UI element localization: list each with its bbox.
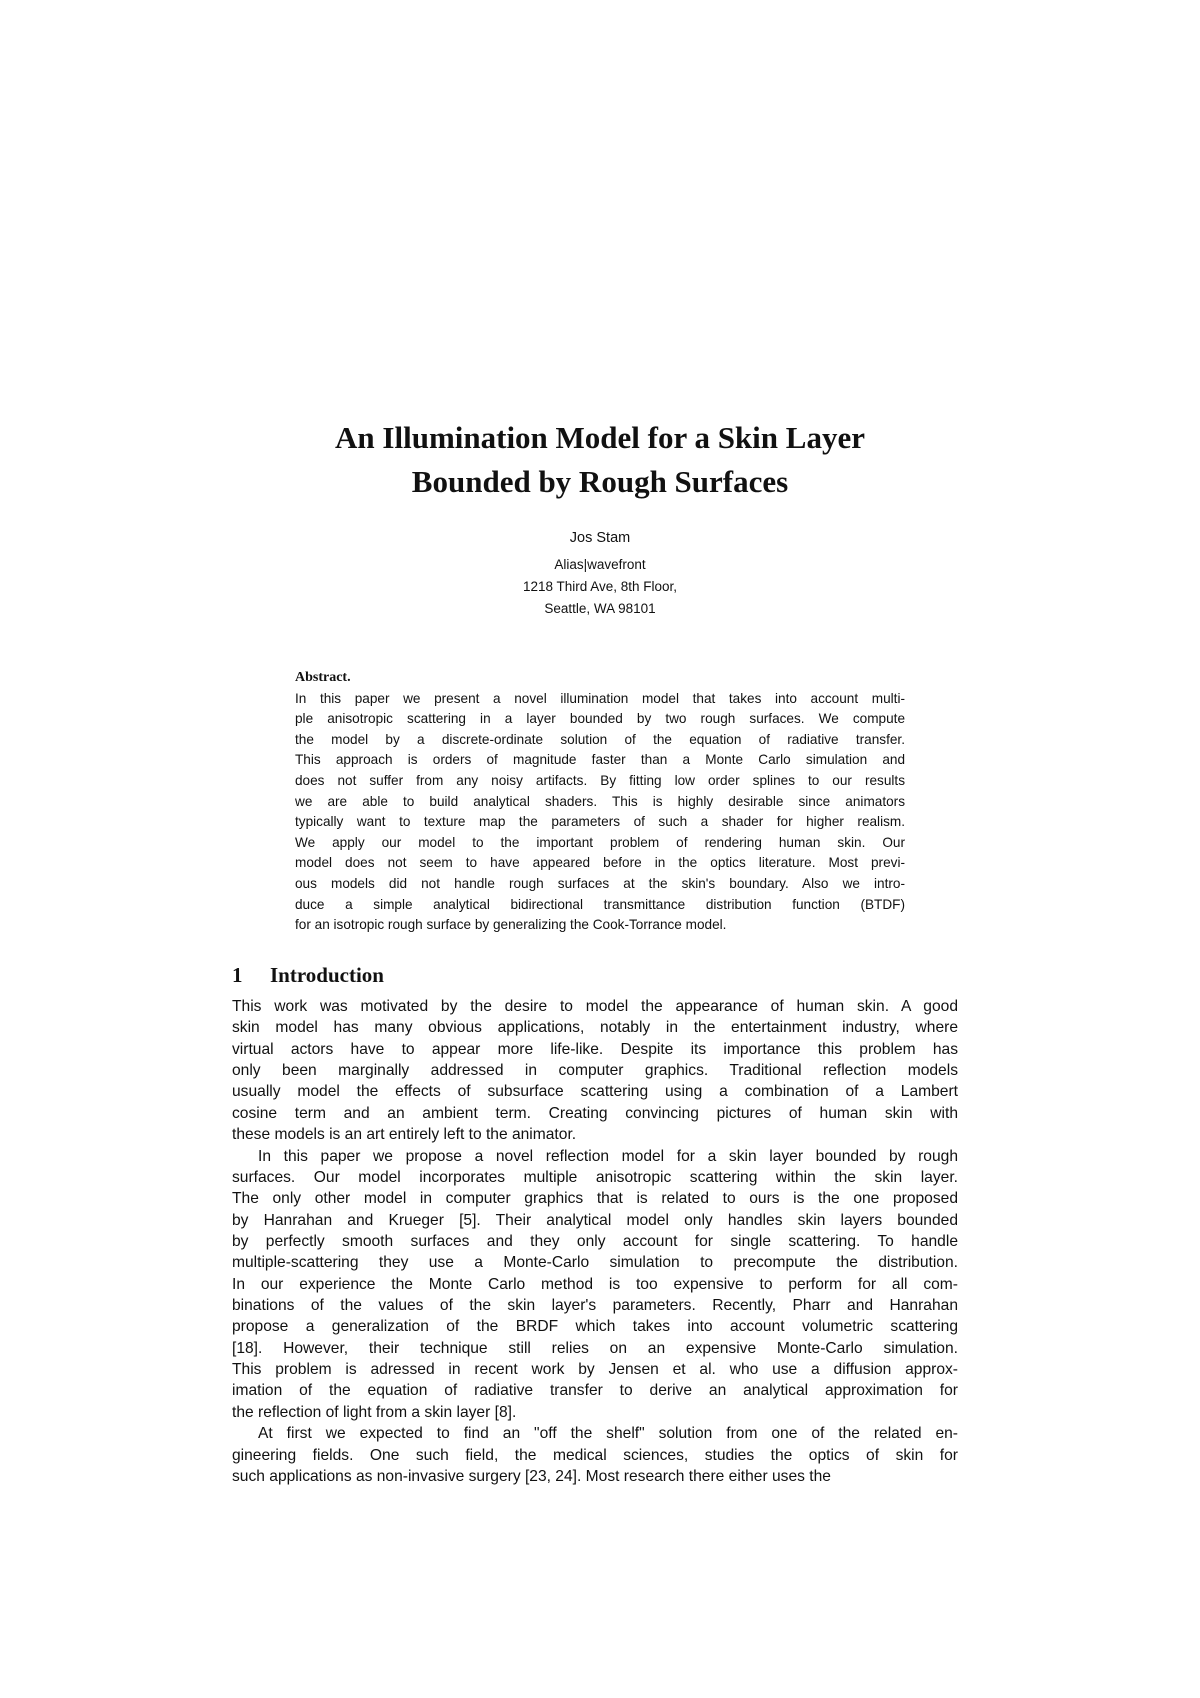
text-line: We apply our model to the important problem of rendering human skin. Our <box>295 834 905 850</box>
text-line: the reflection of light from a skin layer [8]. <box>232 1403 517 1421</box>
text-line: we are able to build analytical shaders. This is highly desirable since animators <box>295 793 905 809</box>
text-line: these models is an art entirely left to the animator. <box>232 1126 577 1144</box>
text-line: the model by a discrete-ordinate solution of the equation of radiative transfer. <box>295 731 905 747</box>
abstract-heading: Abstract. <box>295 670 351 685</box>
text-line: cosine term and an ambient term. Creating convincing pictures of human skin with <box>232 1104 958 1122</box>
text-line: [18]. However, their technique still relies on an expensive Monte-Carlo simulation. <box>232 1339 958 1357</box>
affiliation-line: Seattle, WA 98101 <box>544 601 656 616</box>
text-line: In our experience the Monte Carlo method is too expensive to perform for all com- <box>232 1275 958 1293</box>
text-line: ous models did not handle rough surfaces at the skin's boundary. Also we intro- <box>295 875 905 891</box>
introduction-body <box>232 996 958 1487</box>
text-line: typically want to texture map the parameters of such a shader for higher realism. <box>295 814 905 830</box>
text-line: duce a simple analytical bidirectional transmittance distribution function (BTDF) <box>295 896 905 912</box>
text-line: gineering fields. One such field, the medical sciences, studies the optics of skin for <box>232 1446 958 1464</box>
text-line: surfaces. Our model incorporates multiple anisotropic scattering within the skin layer. <box>232 1168 958 1186</box>
section-heading <box>232 963 384 988</box>
abstract <box>295 668 905 936</box>
text-line: by Hanrahan and Krueger [5]. Their analytical model only handles skin layers bounded <box>232 1211 958 1229</box>
author: Jos Stam <box>569 530 631 546</box>
text-line: The only other model in computer graphics that is related to ours is the one proposed <box>232 1190 958 1208</box>
text-line: only been marginally addressed in computer graphics. Traditional reflection models <box>232 1062 958 1080</box>
affiliation-line: Alias|wavefront <box>554 557 646 572</box>
text-line: by perfectly smooth surfaces and they only account for single scattering. To handle <box>232 1232 958 1250</box>
paper-title-line-2: Bounded by Rough Surfaces <box>411 464 789 499</box>
text-line: In this paper we propose a novel reflection model for a skin layer bounded by rough <box>258 1147 958 1165</box>
text-line: This problem is adressed in recent work by Jensen et al. who use a diffusion approx- <box>232 1361 958 1379</box>
affiliation-line: 1218 Third Ave, 8th Floor, <box>522 579 678 594</box>
text-line: imation of the equation of radiative transfer to derive an analytical approximation for <box>232 1382 958 1400</box>
text-line: for an isotropic rough surface by generalizing the Cook-Torrance model. <box>295 917 727 933</box>
text-line: such applications as non-invasive surgery [23, 24]. Most research there either uses the <box>232 1467 831 1485</box>
text-line: virtual actors have to appear more life-like. Despite its importance this problem has <box>232 1040 958 1058</box>
paper-title-line-1: An Illumination Model for a Skin Layer <box>335 420 865 455</box>
text-line: usually model the effects of subsurface scattering using a combination of a Lambert <box>232 1083 958 1101</box>
text-line: ple anisotropic scattering in a layer bounded by two rough surfaces. We compute <box>295 711 905 727</box>
text-line: propose a generalization of the BRDF which takes into account volumetric scattering <box>232 1318 958 1336</box>
text-line: This approach is orders of magnitude faster than a Monte Carlo simulation and <box>295 752 905 768</box>
text-line: In this paper we present a novel illumination model that takes into account multi- <box>295 690 905 706</box>
section-number: 1 <box>232 963 243 987</box>
text-line: multiple-scattering they use a Monte-Carlo simulation to precompute the distribution. <box>232 1254 958 1272</box>
text-line: At first we expected to find an "off the shelf" solution from one of the related en- <box>258 1425 958 1443</box>
text-line: model does not seem to have appeared before in the optics literature. Most previ- <box>295 855 905 871</box>
text-line: binations of the values of the skin layer's parameters. Recently, Pharr and Hanrahan <box>232 1297 958 1315</box>
text-line: skin model has many obvious applications, notably in the entertainment industry, where <box>232 1019 958 1037</box>
section-title: Introduction <box>270 963 384 987</box>
text-line: This work was motivated by the desire to model the appearance of human skin. A good <box>232 998 958 1015</box>
text-line: does not suffer from any noisy artifacts. By fitting low order splines to our results <box>295 772 905 788</box>
